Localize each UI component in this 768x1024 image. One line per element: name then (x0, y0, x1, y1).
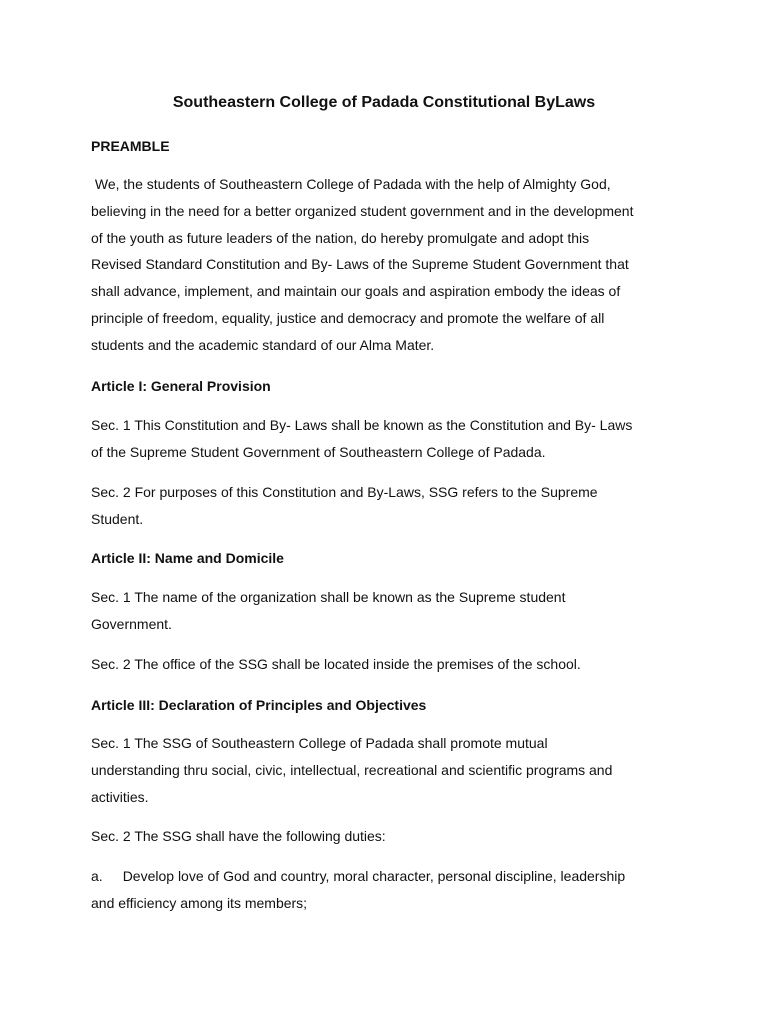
preamble-heading: PREAMBLE (91, 138, 170, 154)
article-2-section-1 (91, 584, 691, 638)
section-line: understanding thru social, civic, intellectual, recreational and scientific programs and (91, 761, 613, 778)
article-2-section-2 (91, 651, 691, 678)
section-line: Government. (91, 615, 172, 632)
list-item-first-line (91, 863, 691, 890)
article-1-heading: Article I: General Provision (91, 378, 271, 394)
list-item-a (91, 863, 691, 917)
section-line: Sec. 2 For purposes of this Constitution and By-Laws, SSG refers to the Supreme (91, 484, 598, 500)
list-marker: a. (91, 868, 103, 884)
preamble-line: We, the students of Southeastern College of Padada with the help of Almighty God, (91, 176, 611, 192)
article-2-heading: Article II: Name and Domicile (91, 550, 284, 566)
preamble-paragraph (91, 171, 691, 359)
preamble-line: shall advance, implement, and maintain our goals and aspiration embody the ideas of (91, 283, 621, 300)
section-line: Sec. 1 This Constitution and By- Laws shall be known as the Constitution and By- Laws (91, 417, 633, 433)
section-line: Sec. 1 The SSG of Southeastern College of Padada shall promote mutual (91, 735, 548, 751)
section-line: Student. (91, 510, 144, 527)
article-3-section-2 (91, 823, 691, 850)
preamble-line: principle of freedom, equality, justice and democracy and promote the welfare of all (91, 309, 605, 326)
section-line: Sec. 2 The SSG shall have the following duties: (91, 828, 386, 844)
document-title: Southeastern College of Padada Constitutional ByLaws (172, 94, 596, 111)
preamble-line: of the youth as future leaders of the nation, do hereby promulgate and adopt this (91, 229, 590, 246)
section-line: of the Supreme Student Government of Southeastern College of Padada. (91, 443, 546, 460)
preamble-line: students and the academic standard of our Alma Mater. (91, 336, 435, 353)
article-1-section-1 (91, 412, 691, 466)
list-item-text: Develop love of God and country, moral character, personal discipline, leadership (122, 868, 626, 884)
section-line: Sec. 1 The name of the organization shall be known as the Supreme student (91, 589, 566, 605)
section-line: Sec. 2 The office of the SSG shall be located inside the premises of the school. (91, 656, 581, 672)
list-item-line: and efficiency among its members; (91, 894, 308, 911)
preamble-line: Revised Standard Constitution and By- Laws of the Supreme Student Government that (91, 256, 629, 273)
article-3-section-1 (91, 730, 691, 810)
article-1-section-2 (91, 479, 691, 533)
preamble-line: believing in the need for a better organized student government and in the development (91, 202, 634, 219)
section-line: activities. (91, 788, 149, 805)
article-3-heading: Article III: Declaration of Principles and Objectives (91, 697, 427, 713)
